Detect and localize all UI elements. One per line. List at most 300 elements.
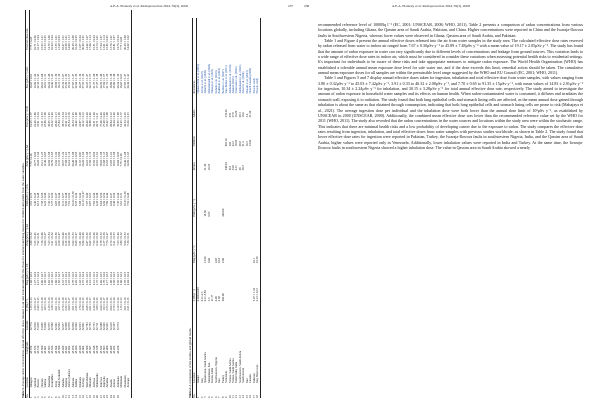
table-cell: 27.84 ± 1.99 — [57, 112, 62, 127]
table-cell: 11.87 ± 0.94 — [77, 35, 82, 50]
table-cell: Alhaj Abdullah — [57, 369, 62, 388]
table-cell: 276 — [227, 112, 232, 118]
reference-link[interactable]: Alkhomashi et al. (2016) — [227, 64, 232, 94]
table-cell: 15.11 ± 1.23 — [39, 151, 44, 167]
table-cell: Ghana — [196, 375, 201, 384]
table-cell: Wad Mehlan — [84, 372, 89, 388]
table-1-col-no: No. — [26, 387, 30, 398]
table-cell: 863.10 — [224, 138, 229, 147]
table-cell: 33.91 ± 2.16 — [36, 112, 41, 127]
reference-link[interactable]: Bozkurt et al. (2007) — [220, 69, 225, 94]
table-cell: 3 — [36, 396, 41, 398]
reference-link[interactable]: Jabbar et al. (2023) — [199, 71, 204, 94]
table-cell: 19.32 ± 1.57 — [67, 73, 72, 89]
table-cell: 14 — [74, 395, 79, 398]
table-1-col-concentration: C (Bq l⁻¹) — [26, 285, 30, 311]
table-2-caption-text: A comparison of the studies and global trends. — [188, 327, 192, 388]
table-cell: 20.09 ± 1.01 — [81, 35, 86, 50]
table-cell: 7.23 ± 0.46 — [115, 232, 120, 246]
table-cell: 14.09 ± 1.13 — [67, 35, 72, 50]
left-page — [0, 0, 295, 400]
table-cell: 2 — [32, 396, 37, 398]
table-cell: 10.71 ± 0.90 — [32, 35, 37, 50]
table-cell: 15.51 ± 0.94 — [91, 35, 96, 50]
table-cell: 1.97 ± 0.14 — [57, 297, 62, 311]
table-cell: 2.02 ± 0.15 — [46, 271, 51, 286]
table-cell: 20.40 ± 1.08 — [70, 151, 75, 167]
table-cell: 1.46 ± 0.15 — [50, 271, 55, 286]
table-2-col-location: Location — [193, 301, 197, 383]
table-cell: 16.55 — [206, 163, 211, 171]
table-cell: 2.35 ± 0.14 — [105, 297, 110, 311]
reference-link[interactable]: Sajo-Bohus et al. (2011) — [224, 65, 229, 94]
table-cell: 14.10 ± 1.08 — [84, 151, 89, 167]
table-cell: 27.8 — [230, 112, 235, 118]
table-cell: 21.27 ± 1.28 — [91, 73, 96, 89]
table-cell: 7.45 ± 0.51 — [46, 192, 51, 206]
table-cell: Alttaj — [53, 380, 58, 388]
table-cell: 32.952 — [57, 322, 62, 331]
table-cell: 10.70 ± 1.05 — [50, 151, 55, 167]
table-cell: 20.20 ± 1.02 — [81, 151, 86, 167]
table-cell: 32.801 — [81, 322, 86, 331]
table-cell: 18.65 — [234, 139, 239, 147]
table-cell: 45.641 — [63, 345, 68, 354]
paragraph-1: recommended reference level of 1000Bq l⁻¹ (EC, 2001; UNSCEAR, 2008; WHO, 2011). Table 2 presents a comparison of radon concentrations from various locations globally, including Ghana, the Qassim area of Saudi Arabia, Pakistan, and China. Higher concentrations were reported in China and the Iwaraja-Ilowora faults in Southwestern Nigeria, whereas lower values were observed in Ghana, Qassim area of Saudi Arabia, and Pakistan. — [318, 22, 583, 38]
table-cell: 3 — [203, 396, 208, 398]
table-cell: Alrabi (Ghafar) — [67, 369, 72, 388]
table-cell: Alsada — [108, 379, 113, 388]
table-cell: 7.59 ± 0.46 — [91, 232, 96, 246]
table-cell: Jabiraa — [112, 379, 117, 388]
table-cell: 45.564 — [53, 345, 58, 354]
table-cell: 16.25 ± 1.37 — [29, 112, 34, 127]
article-body — [318, 22, 583, 150]
table-cell: 3.5 — [206, 297, 211, 302]
table-cell: 2.04 ± 0.14 — [127, 246, 131, 286]
table-cell: 7.75 ± 0.65 — [119, 36, 124, 50]
table-cell: 13 — [70, 395, 75, 398]
table-cell: 23 — [105, 395, 110, 398]
table-cell: Iraq, Wasit state — [256, 301, 260, 383]
table-cell: 2.19 ± 0.14 — [115, 297, 120, 311]
table-cell: Dhatrain — [88, 377, 93, 388]
table-cell: 1.88 ± 0.14 — [108, 271, 113, 286]
table-cell: 6.63 ± 0.50 — [53, 232, 58, 246]
table-cell: 32.975 — [46, 322, 51, 331]
table-cell: 13.76 ± 1.01 — [108, 35, 113, 50]
table-cell: 32.711 — [95, 322, 100, 331]
table-cell: 0.11 — [251, 258, 256, 263]
table-cell: Almashaa — [46, 375, 51, 388]
table-cell: 45.654 — [67, 345, 72, 354]
table-cell: 22.18 ± 1.43 — [36, 73, 41, 89]
table-cell: 45.676 — [70, 345, 75, 354]
table-cell: 2.08 ± 0.16 — [84, 297, 89, 311]
reference-link[interactable]: Moradi et al. (2023) — [244, 70, 249, 94]
table-cell: 20.29 ± 1.08 — [122, 35, 127, 50]
table-cell: 20.40 ± 1.08 — [122, 151, 127, 167]
reference-link[interactable]: Opoku-Ntim et al. (2019) — [196, 63, 201, 94]
table-cell: 7.99 ± 0.44 — [105, 192, 110, 206]
table-cell: Alshmaia — [115, 376, 120, 388]
table-cell: 10.23 ± 0.50 — [70, 191, 75, 206]
table-cell: 11.37 — [210, 294, 215, 302]
reference-link[interactable]: Health Canada (2009) — [248, 67, 253, 94]
reference-link[interactable]: Alsaif et al. (2024) — [241, 71, 246, 94]
table-cell: 25.32 ± 1.67 — [60, 73, 65, 89]
table-cell: 20.24 ± 1.48 — [46, 73, 51, 89]
table-cell: 16 — [81, 395, 86, 398]
table-cell: 9 — [57, 396, 62, 398]
table-cell: Maximum — [122, 375, 127, 388]
table-cell: 2.04 ± 0.15 — [108, 297, 113, 311]
table-cell: 32.688 — [98, 322, 103, 331]
table-cell: 45.538 — [95, 345, 100, 354]
table-cell: 20.61 ± 1.68 — [39, 73, 44, 89]
table-cell: 31.26 — [248, 110, 253, 118]
table-cell: 7.23 ± 0.54 — [46, 232, 51, 246]
table-cell: 17.08 ± 1.01 — [63, 151, 68, 167]
table-cell: 1.06 ± 0.12 — [29, 271, 34, 286]
table-cell: 9.84 ± 0.49 — [81, 232, 86, 246]
table-cell: 1.15 ± 0.13 — [29, 297, 34, 311]
table-cell: 28.40 ± 2.13 — [53, 112, 58, 127]
table-cell: 2.33 ± 0.14 — [63, 271, 68, 286]
table-cell: 16.17 ± 1.04 — [36, 35, 41, 50]
table-cell: Alfadlia — [105, 377, 110, 388]
reference-link[interactable]: Alkhomashi et al. (2021) — [237, 64, 242, 94]
table-cell: Southwestern, Nigeria — [213, 357, 218, 384]
table-1-label: Table 1. — [21, 387, 25, 398]
table-cell: 8.32 ± 0.51 — [63, 232, 68, 246]
table-cell: 1.58 ± 0.16 — [50, 297, 55, 311]
table-cell: 6.24 ± 0.50 — [95, 232, 100, 246]
table-1-col-einh-children: Einh (µSv y⁻¹) Ch — [26, 166, 30, 206]
table-cell: 4 — [206, 396, 211, 398]
table-cell: 326 — [227, 141, 232, 147]
table-cell: 5.25 ± 0.45 — [32, 232, 37, 246]
table-cell: 8.87 ± 0.53 — [88, 192, 93, 206]
table-cell: 33.040 — [43, 322, 48, 331]
table-1-body — [30, 10, 131, 398]
reference-link[interactable]: Mohammadi et al. (2020) — [206, 63, 211, 94]
table-cell: Khumais — [77, 377, 82, 388]
table-cell: 5.40 ± 0.43 — [32, 192, 37, 206]
table-cell: 14.76 ± 0.94 — [115, 35, 120, 50]
table-cell: 18.3 — [244, 141, 249, 147]
table-cell: 12.81 ± 1.01 — [95, 151, 100, 167]
table-cell: 32.815 — [77, 322, 82, 331]
table-cell: 13.55 ± 1.01 — [53, 35, 58, 50]
table-2-col-references: References — [193, 18, 197, 94]
table-2-col-children: Children — [193, 117, 197, 146]
table-cell: 32.870 — [67, 322, 72, 331]
table-cell: 10.13 ± 0.47 — [81, 191, 86, 206]
table-cell: 20 — [95, 395, 100, 398]
table-cell: 9.04 ± 0.50 — [98, 192, 103, 206]
table-cell: 5 — [43, 396, 48, 398]
reference-link[interactable]: Sukanya et al. (2021) — [210, 68, 215, 94]
table-cell — [127, 387, 131, 398]
table-cell: 2.30 ± 0.14 — [91, 297, 96, 311]
table-cell: 32.898 — [63, 322, 68, 331]
summary-row — [127, 10, 131, 398]
table-cell: 14.16 ± 1.14 — [67, 151, 72, 167]
table-cell: 12.74 ± 1.01 — [95, 35, 100, 50]
table-cell: 14.69 ± 1.24 — [32, 73, 37, 89]
table-cell: 17.60 ± 1.14 — [88, 35, 93, 50]
table-cell: 17.94 ± 1.07 — [98, 35, 103, 50]
table-cell: 18 — [88, 395, 93, 398]
table-cell: 9.94 ± 0.53 — [70, 232, 75, 246]
table-cell: 31.26 ± 2.15 — [127, 88, 131, 126]
table-cell: 3.91 ± 0.31 — [29, 192, 34, 206]
reference-link[interactable]: Alharbi et al. (2020) — [203, 69, 208, 94]
table-cell: 200.00 — [220, 208, 225, 217]
table-1-col-location: Location — [26, 354, 30, 388]
table-cell: 1.93 ± 0.17 — [101, 297, 106, 311]
table-cell: 18.86 ± 1.38 — [108, 73, 113, 89]
table-cell: Canada — [248, 374, 253, 384]
table-cell: 8 — [53, 396, 58, 398]
table-cell: 28.8 — [237, 141, 242, 147]
table-cell: 11.93 ± 0.95 — [77, 151, 82, 167]
table-cell: 6.74 ± 0.50 — [108, 232, 113, 246]
table-cell: 28.3 — [237, 112, 242, 118]
table-1-col-dose-rate: Effective dose rate — [26, 10, 30, 50]
table-cell: 16.52 ± 0.95 — [74, 35, 79, 50]
table-cell: 8.09 ± 0.47 — [74, 232, 79, 246]
table-cell: 3.80 ± 0.32 — [119, 232, 124, 246]
table-cell: 45.452 — [112, 345, 117, 354]
table-cell: 39.44 ± 2.26 — [112, 112, 117, 127]
reference-link[interactable]: Present study — [251, 78, 256, 94]
table-1-col-eing-adults: Eing (µSv y⁻¹) Ad — [26, 206, 30, 246]
table-cell: 14.76 ± 1.08 — [46, 35, 51, 50]
table-cell: Qurmah — [32, 377, 37, 388]
table-cell: 2.40 ± 0.15 — [36, 297, 41, 311]
table-cell: 33.038 — [36, 322, 41, 331]
table-cell: 20.29 ± 1.08 — [70, 35, 75, 50]
table-cell: 14.60 ± 1.43 — [50, 73, 55, 89]
table-cell: 2.41 ± 0.16 — [88, 271, 93, 286]
table-cell: 9.31 ± 0.57 — [60, 192, 65, 206]
table-cell: 9.48 ± 0.50 — [112, 192, 117, 206]
table-cell: 14.99 — [248, 139, 253, 147]
table-cell: 16 — [248, 395, 253, 398]
table-cell: 5 — [210, 396, 215, 398]
table-cell: 6.94 ± 0.47 — [108, 192, 113, 206]
table-cell: 0.11-2.3 — [199, 291, 204, 302]
table-cell: 10.23 ± 0.50 — [122, 191, 127, 206]
reference-link[interactable]: Ahmed (2023) — [230, 76, 235, 94]
table-cell: 32.816 — [32, 322, 37, 331]
table-cell: 6.43 ± 0.48 — [95, 192, 100, 206]
table-cell: 8.62 ± 0.56 — [88, 232, 93, 246]
table-cell: 14 — [241, 395, 246, 398]
table-cell: 14.92 ± 1.02 — [127, 10, 131, 50]
table-cell: 45.503 — [101, 345, 106, 354]
reference-link[interactable]: Srinivasan et al. (2022) — [234, 66, 239, 94]
table-cell: 6.56 ± 0.54 — [101, 192, 106, 206]
table-cell: 16.26 ± 1.04 — [36, 151, 41, 167]
table-cell: 45.526 — [50, 345, 55, 354]
table-cell: 4.20 — [213, 296, 218, 302]
table-cell: 32.665 — [101, 322, 106, 331]
paragraph-3: Table 1 and Figures 5 and 7 display annual effective doses taken for ingestion, inhalation and total effective dose from water samples, with values ranging from 3.80 ± 0.32µSv y⁻¹ to 45.03 ± 7.42µSv y⁻¹, 3.91 ± 0.33 to 46.32 ± 2.08µSv y⁻¹, and 7.70 ± 0.65 to 91.35 ± 15µSv y⁻¹, with mean values of 14.83 ± 2.01µSv y⁻¹ for ingestion, 10.34 ± 2.24µSv y⁻¹ for inhalation, and 30.15 ± 3.28µSv y⁻¹ for total annual effective dose rate, respectively. The study aimed to investigate the amount of radon exposure in household water samples and its effects on human health. When radon-contaminated water is consumed, it diffuses and irradiates the stomach wall, exposing it to radiation. The study found that both lung epithelial cells and stomach lining cells are affected, as the mean annual dose gained through inhalation is about the same as that obtained through consumption, indicating that both lung epithelial cells and stomach lining cells are prone to risk (Mahajaya et al., 2021). The average ingestion dose per individual and the inhalation dose were both lower than the annual dose limit of 10³µSv y⁻¹, as established by UNSCEAR in 2000 (UNSCEAR, 2000). Additionally, the combined mean effective dose was lower than the recommended reference value set by the WHO for 2011 (WHO, 2011). The study also revealed that the radon concentrations in the water sources and locations within the study area were within the stochastic range. This indicates that there are minimal health risks and a low probability of developing cancer due to the exposure to radon. The study compares the effective dose rates resulting from ingestion, inhalation, and total effective doses from water samples with previous studies worldwide, as shown in Table 2. The study found that lower effective dose rates for ingestion were reported in Pakistan, Turkey, the Iwaraja-Ilowora faults in southwestern Nigeria, India, and the Qassim area of Saudi Arabia, higher values were reported only in Venezuela. Additionally, lower inhalation values were reported in India and Turkey. At the same time, the Iwaraja-Ilowora faults in southwestern Nigeria showed a higher inhalation dose. The value in Qassim area in Saudi Arabia showed a nearly — [318, 75, 583, 150]
table-cell: 1.15 ± 0.13 — [119, 297, 124, 311]
table-cell: 2.02 ± 0.13 — [115, 271, 120, 286]
table-cell: 4 — [39, 396, 44, 398]
table-cell: 32.842 — [74, 322, 79, 331]
reference-link[interactable]: Present study — [256, 18, 260, 94]
table-cell: 2.79 ± 0.16 — [112, 297, 117, 311]
table-cell: Alshbeha — [101, 376, 106, 388]
table-cell: 21.72 ± 1.30 — [105, 73, 110, 89]
table-cell: 6.37 ± 0.56 — [101, 232, 106, 246]
table-cell: 1.59 ± 0.17 — [32, 297, 37, 311]
table-cell: 32.961 — [53, 322, 58, 331]
table-1-col-latitude: Latitude — [26, 311, 30, 331]
table-cell: 12.40 ± 0.95 — [43, 151, 48, 167]
table-cell: Minimum — [119, 375, 124, 388]
table-cell — [256, 94, 260, 118]
table-cell: 16.91 ± 1.31 — [43, 73, 48, 89]
table-cell: 32.755 — [88, 322, 93, 331]
table-cell: Mazandaran, Iran — [206, 362, 211, 384]
table-cell: 8.78 ± 0.53 — [98, 232, 103, 246]
table-cell: 18.58 ± 1.39 — [53, 73, 58, 89]
table-cell: 3.91 ± 0.31 — [119, 192, 124, 206]
table-cell: 6.90 ± 0.56 — [67, 232, 72, 246]
table-cell: 2.66 ± 0.16 — [98, 297, 103, 311]
table-cell: 43.2 — [230, 141, 235, 147]
table-cell: Tamil Nadu, India — [234, 361, 239, 384]
table-row — [256, 18, 260, 398]
table-cell: 22 — [101, 395, 106, 398]
table-cell: 18.03 ± 1.08 — [98, 151, 103, 167]
table-cell: 1.93 ± 0.16 — [67, 271, 72, 286]
table-cell: 15.59 ± 0.94 — [91, 151, 96, 167]
table-cell: 2.52 ± 0.15 — [63, 297, 68, 311]
table-cell: 3.80 ± 0.32 — [29, 232, 34, 246]
left-running-header — [110, 4, 188, 8]
table-2-body — [197, 18, 260, 398]
table-cell: 2.53 ± 0.17 — [60, 271, 65, 286]
table-cell: 9.94 ± 0.53 — [122, 232, 127, 246]
table-cell: 7.92 ± 0.51 — [36, 232, 41, 246]
table-cell: 7 — [217, 396, 222, 398]
table-cell: 1.83 ± 0.14 — [43, 297, 48, 311]
table-cell: 45.574 — [29, 345, 34, 354]
table-cell: 8.56 ± 0.48 — [63, 192, 68, 206]
table-cell: 2.26 ± 0.13 — [74, 271, 79, 286]
table-cell: 19.30 — [256, 217, 260, 263]
table-cell: 45.469 — [108, 345, 113, 354]
table-1-col-etot-adults: Etot (µSv y⁻¹) Ad — [26, 50, 30, 88]
table-cell: 30.95 ± 1.98 — [115, 112, 120, 127]
table-cell: 7.52 ± 0.48 — [127, 166, 131, 206]
table-cell: 9.95 — [206, 211, 211, 217]
table-cell: 7.30 ± 0.51 — [127, 206, 131, 246]
table-cell: 32.597 — [112, 322, 117, 331]
table-cell: 45.650 — [74, 345, 79, 354]
table-cell: 11 — [230, 395, 235, 398]
table-cell: 45.522 — [98, 345, 103, 354]
table-cell: 12.90 — [203, 256, 208, 263]
table-cell: Batabet — [36, 378, 41, 388]
table-cell: 6.22 ± 0.46 — [43, 192, 48, 206]
table-cell: 45.548 — [91, 345, 96, 354]
table-cell: Aldbesa — [91, 377, 96, 388]
table-cell: 9.21 ± 0.53 — [112, 232, 117, 246]
reference-link[interactable]: Kolade et al. (2016) — [213, 70, 218, 94]
table-cell: 45.590 — [57, 345, 62, 354]
table-2 — [188, 18, 288, 398]
table-cell: 5.21 ± 0.52 — [50, 232, 55, 246]
table-cell: 45.629 — [77, 345, 82, 354]
table-cell: 27.83 ± 1.47 — [70, 73, 75, 89]
table-2-grid — [192, 18, 261, 398]
table-cell: 2.00 — [220, 257, 225, 263]
table-cell: 13.62 ± 1.02 — [53, 151, 58, 167]
table-cell: 32.774 — [29, 322, 34, 331]
table-cell: 42.12 ± 2.12 — [81, 112, 86, 127]
table-cell: 45.604 — [81, 345, 86, 354]
table-cell: 32.51 ± 1.96 — [91, 112, 96, 127]
table-cell: 10 — [60, 395, 65, 398]
table-cell: 45.486 — [105, 345, 110, 354]
table-cell: 7.82 ± 0.44 — [91, 192, 96, 206]
table-cell: Southwestern, Saudi Arabia — [237, 350, 242, 384]
table-cell: 20.24 ± 1.30 — [115, 73, 120, 89]
table-cell: 45.560 — [39, 345, 44, 354]
table-cell: Yemen, Saudi Arabia — [230, 358, 235, 384]
table-cell: 18.57 ± 1.22 — [60, 151, 65, 167]
table-cell: Alhagrat — [29, 377, 34, 388]
table-1-col-longitude: Longitude — [26, 330, 30, 353]
table-cell: 13.28 ± 0.95 — [57, 35, 62, 50]
table-cell: 19.26 — [234, 110, 239, 118]
table-cell: 15.93 ± 0.95 — [105, 151, 110, 167]
table-cell: 3.01 ± 0.16 — [70, 297, 75, 311]
table-cell: 24.87 ± 1.98 — [77, 112, 82, 127]
table-cell: Qassim area, Saudi Arabia — [203, 352, 208, 384]
table-cell: 45.629 — [60, 345, 65, 354]
table-cell: Abumidhra — [50, 374, 55, 388]
table-cell: 11 — [63, 395, 68, 398]
table-cell: 18.47 ± 1.21 — [60, 35, 65, 50]
right-page-number: 238 — [304, 4, 310, 8]
table-cell: 10 — [227, 395, 232, 398]
table-cell: 2.12 ± 0.13 — [91, 271, 96, 286]
table-cell: 16.27 ± 1.30 — [77, 73, 82, 89]
table-cell: 38.73 ± 2.54 — [60, 112, 65, 127]
table-cell: 17.84 ± 1.57 — [101, 73, 106, 89]
table-cell: 12.33 ± 0.95 — [43, 35, 48, 50]
table-cell: 5.47 ± 1.34 — [251, 288, 256, 302]
table-2-col-einh: Einh (µSv y⁻¹) — [193, 170, 197, 216]
reference-link[interactable]: Bakhtiari et al. (2018) — [217, 67, 222, 94]
table-cell: 33.22 ± 1.98 — [105, 112, 110, 127]
table-cell: 7.45 ± 0.44 — [115, 192, 120, 206]
table-cell: 1 — [196, 396, 201, 398]
table-1-caption-text: Average radon concentration, annual effective doses released to air and total annual effective doses for stomach and lung tissues for children and adults from the water samples. — [21, 162, 25, 388]
table-cell: 30.95 ± 2.25 — [46, 112, 51, 127]
table-cell: 26 — [115, 395, 120, 398]
table-cell: 2.45 ± 0.14 — [74, 297, 79, 311]
